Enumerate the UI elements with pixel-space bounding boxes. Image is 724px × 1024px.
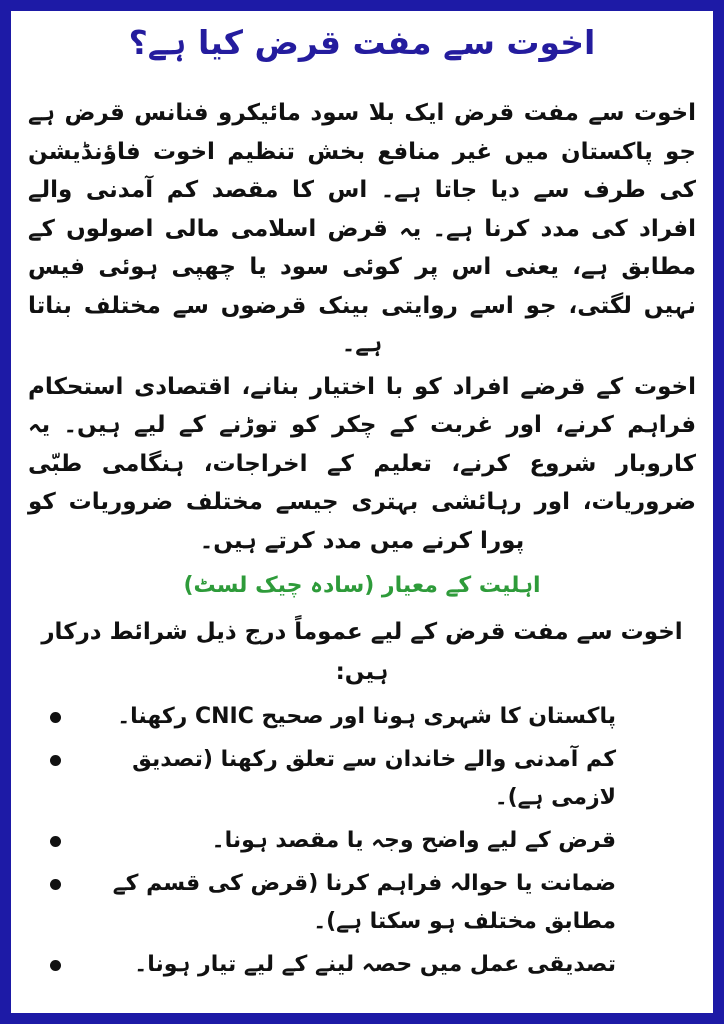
document-content [28, 14, 696, 1010]
eligibility-list [28, 698, 696, 984]
bullet-icon [50, 960, 61, 971]
list-item-text: کم آمدنی والے خاندان سے تعلق رکھنا (تصدیق لازمی ہے)۔ [132, 747, 616, 810]
list-item [28, 698, 696, 736]
bullet-icon [50, 879, 61, 890]
list-item [28, 865, 696, 941]
bullet-icon [50, 836, 61, 847]
purpose-paragraph: اخوت کے قرضے افراد کو با اختیار بنانے، اقتصادی استحکام فراہم کرنے، اور غربت کے چکر کو توڑنے کے لیے ہیں۔ یہ کاروبار شروع کرنے، تعلیم کے اخراجات، ہنگامی طبّی ضروریات، اور رہائشی بہتری جیسے مختلف ضروریات کو پورا کرنے میں مدد کرتے ہیں۔ [28, 373, 696, 554]
list-item [28, 946, 696, 984]
eligibility-intro: اخوت سے مفت قرض کے لیے عموماً درج ذیل شرائط درکار ہیں: [41, 619, 683, 685]
list-item [28, 741, 696, 817]
bullet-icon [50, 712, 61, 723]
list-item-text: قرض کے لیے واضح وجہ یا مقصد ہونا۔ [211, 828, 616, 853]
list-item-text: پاکستان کا شہری ہونا اور صحیح CNIC رکھنا۔ [117, 704, 616, 729]
page-title: اخوت سے مفت قرض کیا ہے؟ [128, 23, 596, 62]
list-item-text: ضمانت یا حوالہ فراہم کرنا (قرض کی قسم کے مطابق مختلف ہو سکتا ہے)۔ [112, 871, 616, 934]
bullet-icon [50, 755, 61, 766]
intro-paragraph: اخوت سے مفت قرض ایک بلا سود مائیکرو فنانس قرض ہے جو پاکستان میں غیر منافع بخش تنظیم اخوت فاؤنڈیشن کی طرف سے دیا جاتا ہے۔ اس کا مقصد کم آمدنی والے افراد کی مدد کرنا ہے۔ یہ قرض اسلامی مالی اصولوں کے مطابق ہے، یعنی اس پر کوئی سود یا چھپی ہوئی فیس نہیں لگتی، جو اسے روایتی بینک قرضوں سے مختلف بناتا ہے۔ [28, 100, 696, 357]
eligibility-heading: اہلیت کے معیار (سادہ چیک لسٹ) [183, 573, 541, 598]
list-item-text: تصدیقی عمل میں حصہ لینے کے لیے تیار ہونا۔ [134, 952, 616, 977]
list-item [28, 822, 696, 860]
